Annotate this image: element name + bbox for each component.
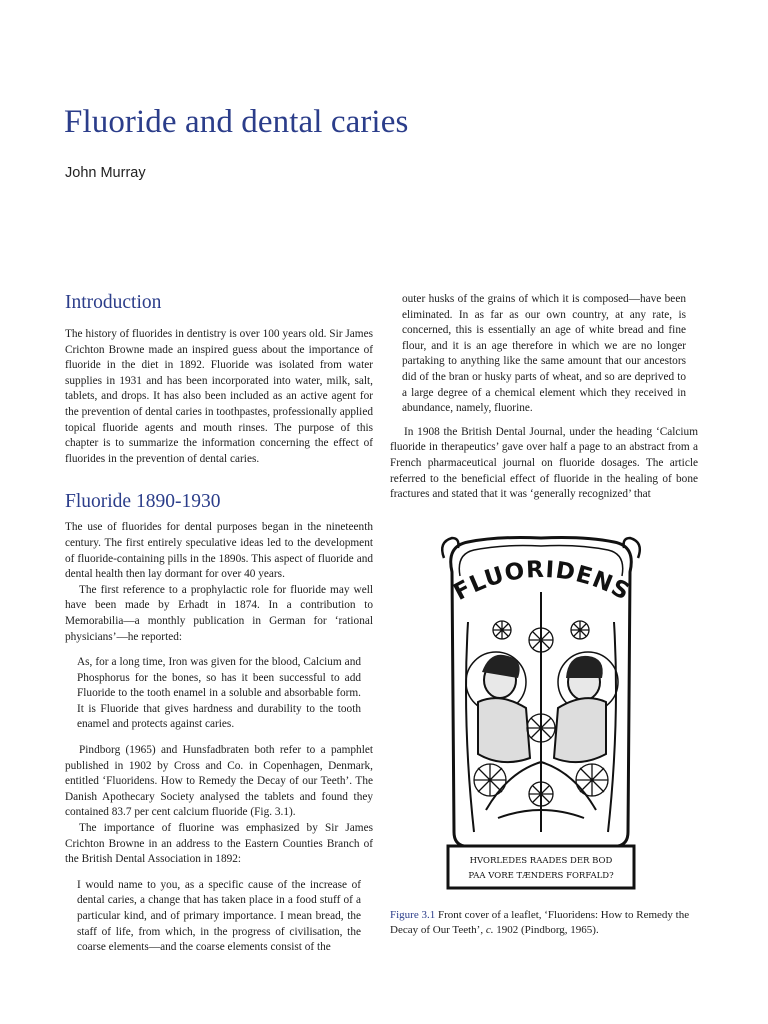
fluoride-paragraph-3: Pindborg (1965) and Hunsfadbraten both refer to a pamphlet published in 1902 by Cross and Co. in Copenhagen, Denmark, entitled ‘Fluoridens. How to Remedy the Decay of our Teeth’. The Danish Apothecary Society analysed the tablets and found they contained 83.7 per cent calcium fluoride (Fig. 3.1). bbox=[65, 744, 373, 819]
quote-crichton-browne: I would name to you, as a specific cause of the increase of dental caries, a change that has taken place in a food stuff of a particular kind, and of primary importance. I mean bread, the staff of life, from which, in the progress of civilisation, the coarse elements—and the coarse elements consist of the bbox=[77, 878, 361, 954]
intro-paragraph: The history of fluorides in dentistry is over 100 years old. Sir James Crichton Browne made an inspired guess about the importance of fluoride in the diet in 1892. Fluoride was isolated from water supplies in 1931 and has been incorporated into water, milk, salt, tablets, and drops. It has also been included as an active agent for the prevention of dental caries in toothpastes, professionally applied topical fluoride agents and mouth rinses. The purpose of this chapter is to summarize the information concerning the effect of fluorides in the prevention of dental caries. bbox=[65, 328, 373, 465]
quote-continued: outer husks of the grains of which it is composed—have been eliminated. In as far as our own country, at any rate, is concerned, this is essentially an age of white bread and fine flour, and it is an age therefore in which we are no longer partaking to anything like the same amount that our ancestors did of the bran or husky parts of wheat, and so are deprived to a large degree of a chemical element which they received in abundance, namely, fluorine. bbox=[402, 293, 686, 415]
caption-circa: c. bbox=[485, 924, 494, 937]
leaflet-line-1: HVORLEDES RAADES DER BOD bbox=[469, 856, 613, 866]
caption-end: 1902 (Pindborg, 1965). bbox=[496, 924, 599, 937]
intro-heading: Introduction bbox=[65, 292, 162, 313]
leaflet-figure bbox=[438, 532, 644, 894]
caption-text: Front cover of a leaflet, ‘Fluoridens: How to Remedy the Decay of Our Teeth’, bbox=[390, 909, 690, 937]
figure-caption bbox=[390, 908, 698, 939]
page-title: Fluoride and dental caries bbox=[64, 104, 409, 140]
right-paragraph-1: In 1908 the British Dental Journal, under the heading ‘Calcium fluoride in therapeutics’ gave over half a page to an abstract from a French pharmaceutical journal on fluoride dosages. The article referred to the beneficial effect of fluoride in the healing of bone fractures and stated that it was ‘generally recognized’ that bbox=[390, 425, 698, 501]
fluoride-paragraph-2: The first reference to a prophylactic role for fluoride may well have been made by Erhadt in 1874. In a contribution to Memorabilia—a monthly publication in German for ‘rational physicians’—he reported: bbox=[65, 583, 373, 643]
left-column bbox=[65, 292, 373, 956]
leaflet-title: FLUORIDENS bbox=[449, 556, 635, 606]
leaflet-line-2: PAA VORE TÆNDERS FORFALD? bbox=[468, 871, 614, 881]
fluoride-paragraph-4: The importance of fluorine was emphasized by Sir James Crichton Browne in an address to the Eastern Counties Branch of the British Dental Association in 1892: bbox=[65, 822, 373, 866]
fluoride-paragraph-1: The use of fluorides for dental purposes began in the nineteenth century. The first entirely speculative ideas led to the development of fluoride-containing pills in the 1890s. This aspect of fluoride and dental health then lay dormant for over 40 years. bbox=[65, 521, 373, 581]
quote-erhadt: As, for a long time, Iron was given for the blood, Calcium and Phosphorus for the bones, so has it been successful to add Fluoride to the tooth enamel in a soluble and absorbable form. It is Fluoride that gives hardness and durability to the tooth enamel and protects against caries. bbox=[77, 656, 361, 731]
caption-label: Figure 3.1 bbox=[390, 909, 436, 921]
author-name: John Murray bbox=[65, 165, 146, 181]
right-column bbox=[390, 292, 698, 503]
fluoride-heading: Fluoride 1890-1930 bbox=[65, 491, 221, 513]
leaflet-illustration bbox=[438, 532, 644, 894]
